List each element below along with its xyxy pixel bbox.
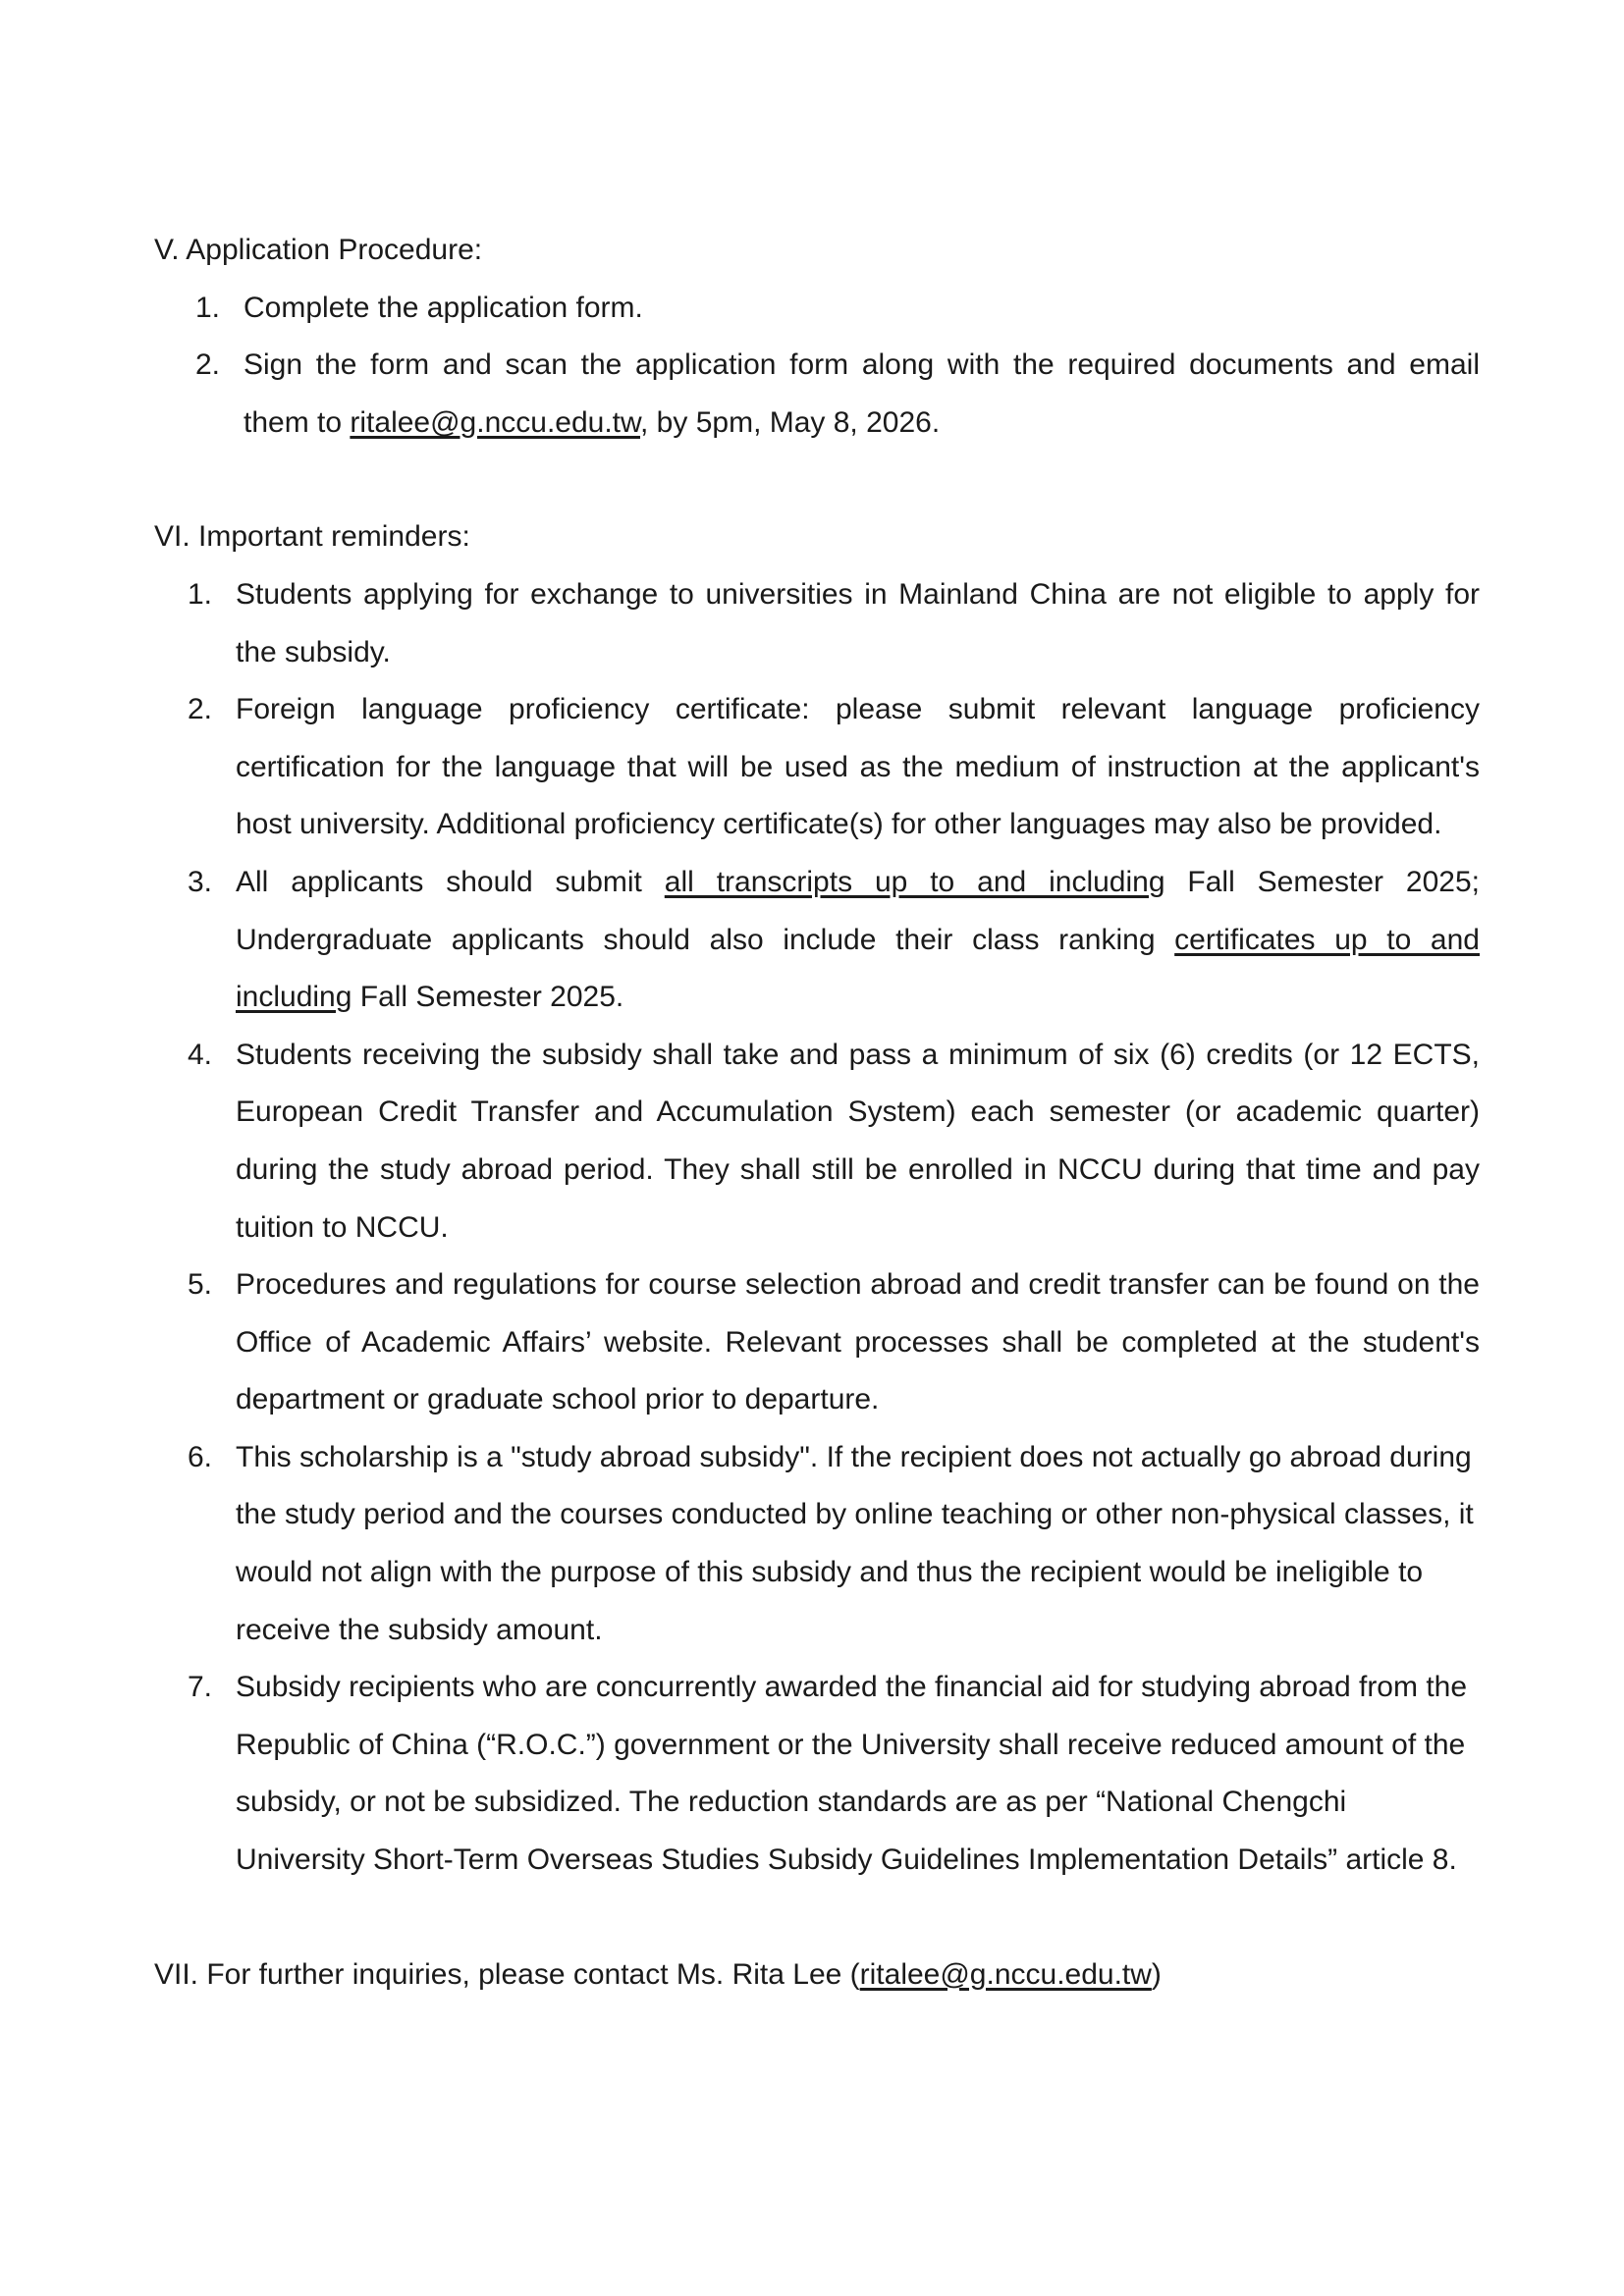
reminders-list [154,566,1480,1890]
list-item [154,1659,1480,1889]
item-number: 2. [195,348,221,382]
item-number: 1. [195,291,221,324]
list-item [154,1027,1480,1256]
document-body [154,222,1480,2003]
item-number: 6. [188,1440,213,1473]
email-link[interactable]: ritalee@g.nccu.edu.tw [350,405,641,439]
contact-text: ) [1151,1957,1162,1991]
section-application-procedure [154,222,1480,452]
spacer [154,452,1480,508]
item-text: Students applying for exchange to universities in Mainland China are not eligible to apply for the subsidy. [236,577,1480,668]
item-number: 2. [188,693,213,726]
underlined-text: certificates up to and including [236,923,1480,1014]
section-important-reminders [154,508,1480,1889]
email-link[interactable]: ritalee@g.nccu.edu.tw [859,1957,1152,1991]
item-text: Complete the application form. [244,291,643,324]
item-text: Sign the form and scan the application form along with the required documents and email them to [244,348,1480,439]
list-item [154,1429,1480,1659]
section-heading: VI. Important reminders: [154,520,470,554]
item-number: 4. [188,1038,213,1071]
list-item [154,854,1480,1027]
list-item [154,280,1480,338]
item-number: 5. [188,1268,213,1302]
list-item [154,566,1480,681]
item-text: This scholarship is a "study abroad subsidy". If the recipient does not actually go abroad during the study period and the courses conducted by online teaching or other non-physical classes, it would not align with the purpose of this subsidy and thus the recipient would be ineligible to receive the subsidy amount. [236,1440,1474,1646]
procedure-list [154,280,1480,453]
item-text: Students receiving the subsidy shall take and pass a minimum of six (6) credits (or 12 ECTS, European Credit Transfer and Accumulation System) each semester (or academic quarter) during the study abroad period. They shall still be enrolled in NCCU during that time and pay tuition to NCCU. [236,1038,1480,1244]
item-text: Fall Semester 2025. [352,981,624,1014]
list-item [154,681,1480,854]
item-number: 7. [188,1671,213,1704]
underlined-text: all transcripts up to and including [664,865,1165,898]
item-text: Subsidy recipients who are concurrently awarded the financial aid for studying abroad from the Republic of China (“R.O.C.”) government or the University shall receive reduced amount of the subsidy, or not be subsidized. The reduction standards are as per “National Chengchi University Short-Term Overseas Studies Subsidy Guidelines Implementation Details” article 8. [236,1671,1468,1877]
item-number: 1. [188,577,213,611]
contact-text: VII. For further inquiries, please contact Ms. Rita Lee ( [154,1957,860,1991]
spacer [154,1890,1480,1947]
contact-line [154,1947,1480,2004]
section-heading: V. Application Procedure: [154,234,483,266]
item-text: , by 5pm, May 8, 2026. [640,405,941,439]
item-text: Fall Semester 2025; Undergraduate applicants should also include their class ranking [236,865,1480,956]
item-text: Foreign language proficiency certificate: please submit relevant language proficiency certification for the language that will be used as the medium of instruction at the applicant's host university. Additional proficiency certificate(s) for other languages may also be provided. [236,693,1480,841]
list-item [154,337,1480,452]
list-item [154,1256,1480,1429]
section-further-inquiries [154,1947,1480,2004]
item-number: 3. [188,865,213,898]
item-text: All applicants should submit [236,865,665,898]
item-text: Procedures and regulations for course selection abroad and credit transfer can be found on the Office of Academic Affairs’ website. Relevant processes shall be completed at the student's department or graduate school prior to departure. [236,1268,1480,1416]
